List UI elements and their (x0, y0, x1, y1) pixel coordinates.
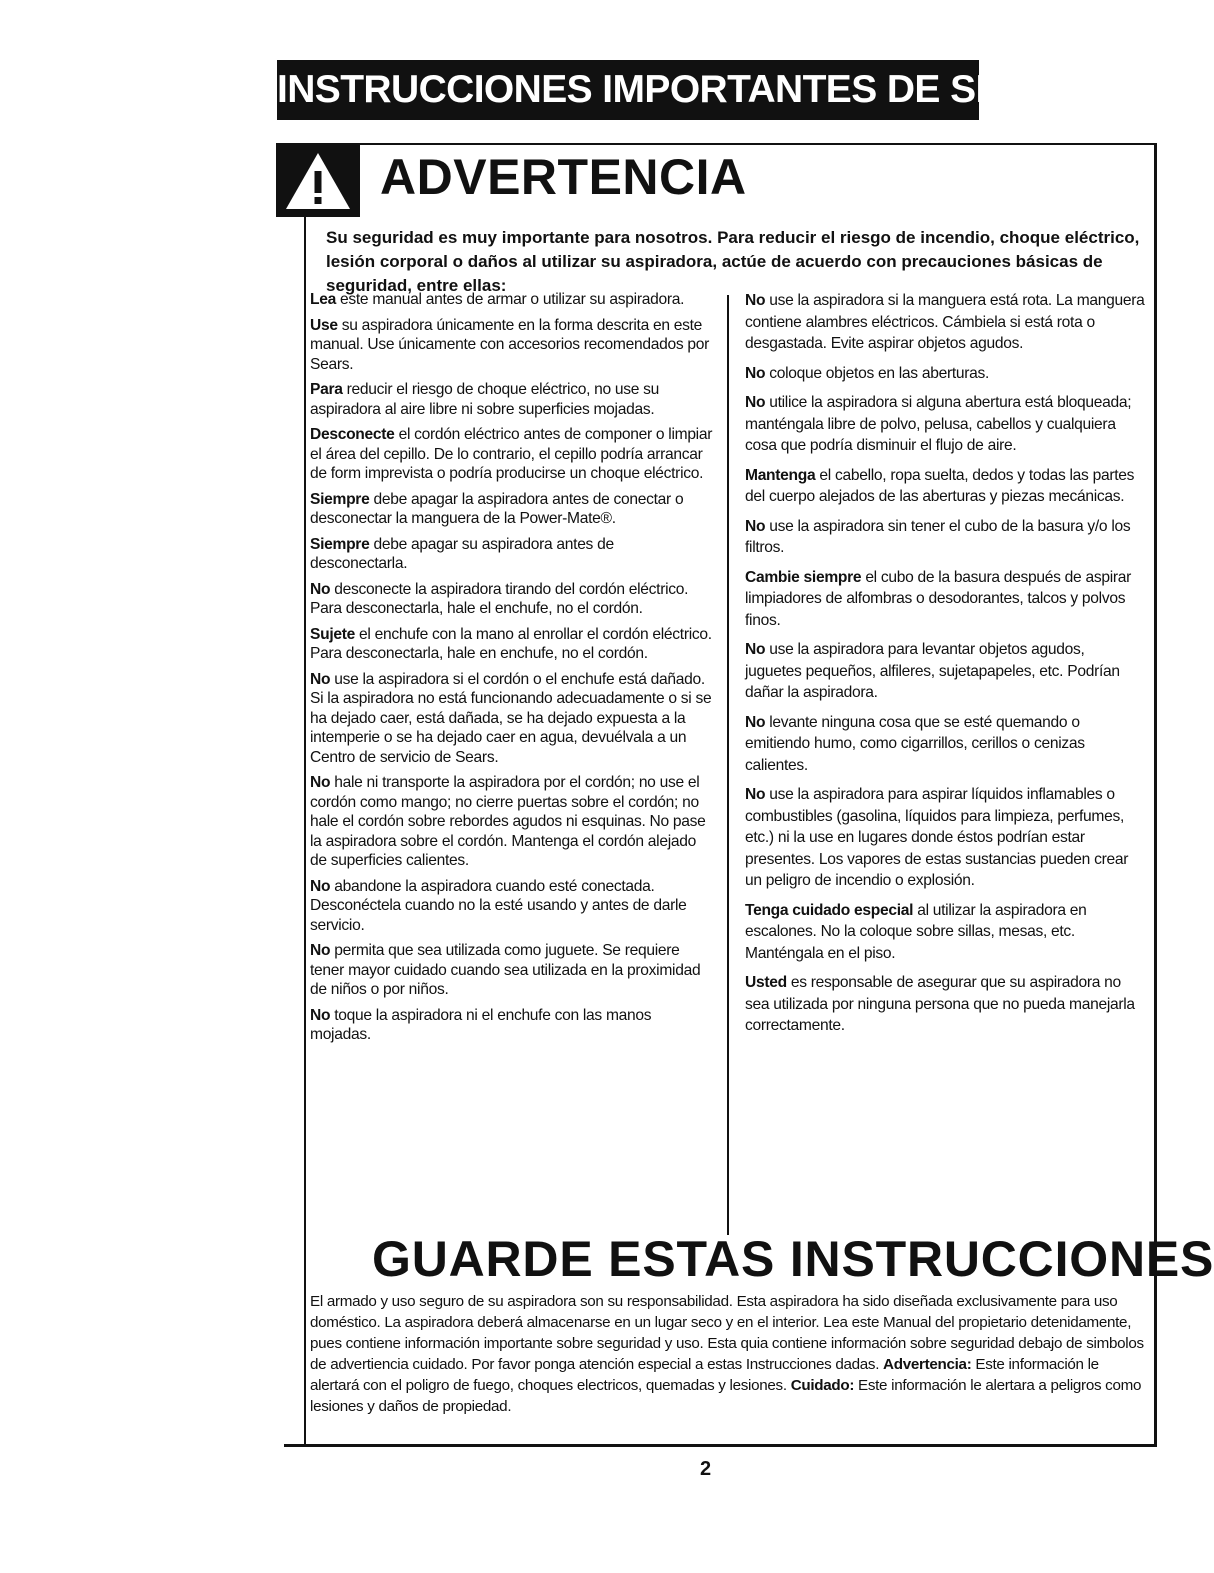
column-divider (727, 295, 729, 1235)
instruction-lead: Mantenga (745, 466, 816, 484)
safety-instruction (310, 580, 715, 619)
footer-label-cuidado: Cuidado: (790, 1377, 855, 1394)
safety-instruction (745, 567, 1145, 632)
safety-instruction (310, 316, 715, 375)
instruction-lead: Para (310, 381, 343, 398)
safety-instruction (310, 535, 715, 574)
safety-instruction (310, 425, 715, 484)
safety-instruction (310, 490, 715, 529)
instruction-lead: No (310, 670, 331, 688)
safety-instruction (745, 363, 1145, 385)
instruction-lead: Desconecte (310, 426, 395, 443)
safety-instruction (745, 972, 1145, 1037)
safety-instruction (745, 784, 1145, 892)
instruction-text: use la aspiradora para levantar objetos agudos, juguetes pequeños, alfileres, sujetapapeles, etc. Podrían dañar la aspiradora. (745, 641, 1120, 701)
instruction-text: es responsable de asegurar que su aspiradora no sea utilizada por ninguna persona que no pueda manejarla correctamente. (745, 974, 1135, 1034)
safety-instruction (745, 639, 1145, 704)
instruction-text: el cabello, ropa suelta, dedos y todas las partes del cuerpo alejados de las aberturas y piezas mecánicas. (745, 466, 1135, 505)
instruction-text: desconecte la aspiradora tirando del cordón eléctrico. Para desconectarla, hale el enchufe, no el cordón. (310, 580, 689, 617)
instruction-lead: Usted (745, 974, 787, 991)
safety-instruction (310, 773, 715, 871)
instruction-text: su aspiradora únicamente en la forma descrita en este manual. Use únicamente con accesorios recomendados por Sears. (310, 316, 709, 373)
instruction-lead: Use (310, 316, 338, 334)
footer-body-3: Este información le alertara a peligros como lesiones y daños de propiedad. (310, 1377, 1142, 1415)
instruction-lead: No (745, 713, 766, 731)
instruction-lead: Cambie siempre (745, 568, 862, 586)
instruction-lead: Sujete (310, 625, 355, 643)
left-column (310, 290, 715, 1051)
instruction-lead: No (310, 942, 331, 959)
instruction-text: abandone la aspiradora cuando esté conectada. Desconéctela cuando no la esté usando y antes de darle servicio. (310, 877, 687, 934)
instruction-lead: No (745, 517, 766, 535)
instruction-text: utilice la aspiradora si alguna abertura está bloqueada; manténgala libre de polvo, pelusa, cabellos y cualquiera cosa que podría disminuir el flujo de aire. (745, 394, 1132, 454)
safety-instruction (745, 465, 1145, 508)
instruction-lead: No (745, 786, 766, 803)
instruction-text: coloque objetos en las aberturas. (765, 364, 990, 382)
safety-instruction (310, 877, 715, 936)
warning-intro: Su seguridad es muy importante para nosotros. Para reducir el riesgo de incendio, choque eléctrico, lesión corporal o daños al utilizar su aspiradora, actúe de acuerdo con precauciones básicas de seguridad, entre ellas: (326, 228, 1140, 295)
footer-body-1: El armado y uso seguro de su aspiradora son su responsabilidad. Esta aspiradora ha sido diseñada exclusivamente para uso doméstico. La aspiradora deberá almacenarse en un lugar seco y en el interior. Lea este Manual del propietario detenidamente, pues contiene información importante sobre seguridad y uso. Esta quia contiene información sobre seguridad debajo de simbolos de advertiencia cuidado. Por favor ponga atención especial a estas Instrucciones dadas. (310, 1293, 1144, 1373)
instruction-text: permita que sea utilizada como juguete. Se requiere tener mayor cuidado cuando sea utilizada en la proximidad de niños o por niños. (310, 942, 701, 998)
instruction-text: este manual antes de armar o utilizar su aspiradora. (335, 291, 685, 308)
safety-instruction (745, 900, 1145, 965)
instruction-text: el enchufe con la mano al enrollar el cordón eléctrico. Para desconectarla, hale en enchufe, no el cordón. (310, 625, 712, 662)
save-instructions-heading: GUARDE ESTAS INSTRUCCIONES (372, 1231, 1214, 1287)
safety-instruction (310, 290, 715, 310)
footer-label-advertencia: Advertencia: (883, 1356, 972, 1373)
instruction-lead: No (745, 292, 766, 309)
instruction-lead: Siempre (310, 490, 370, 508)
instruction-lead: Tenga cuidado especial (745, 901, 914, 919)
instruction-text: use la aspiradora si el cordón o el enchufe está dañado. Si la aspiradora no está funcionando adecuadamente o si se ha dejado caer, está dañada, se ha dejado expuesta a la intemperie o se ha dejado caer en agua, devuélvala a un Centro de servicio de Sears. (310, 670, 712, 766)
safety-banner: INSTRUCCIONES IMPORTANTES DE SEGURIDAD (277, 60, 979, 120)
safety-instruction (310, 941, 715, 1000)
instruction-text: levante ninguna cosa que se esté quemando o emitiendo humo, como cigarrillos, cerillos o cenizas calientes. (745, 713, 1085, 774)
instruction-text: el cordón eléctrico antes de componer o limpiar el área del cepillo. De lo contrario, el cepillo podría arrancar de form imprevista o podría producirse un choque eléctrico. (310, 426, 713, 482)
instruction-lead: Siempre (310, 535, 370, 553)
instruction-lead: No (745, 641, 766, 658)
instruction-text: toque la aspiradora ni el enchufe con las manos mojadas. (310, 1006, 652, 1043)
page-number: 2 (700, 1458, 712, 1480)
frame-left-rule (304, 217, 306, 1447)
instruction-lead: No (310, 1006, 331, 1024)
safety-instruction (310, 670, 715, 768)
safety-instruction (310, 625, 715, 664)
instruction-text: reducir el riesgo de choque eléctrico, no use su aspiradora al aire libre ni sobre superficies mojadas. (310, 381, 660, 418)
right-column (745, 290, 1145, 1045)
instruction-lead: No (745, 394, 766, 411)
warning-title: ADVERTENCIA (380, 149, 747, 205)
instruction-lead: No (310, 774, 331, 791)
safety-instruction (310, 380, 715, 419)
instruction-text: el cubo de la basura después de aspirar limpiadores de alfombras o desodorantes, talcos y polvos finos. (745, 568, 1132, 629)
instruction-text: use la aspiradora si la manguera está rota. La manguera contiene alambres eléctricos. Cámbiela si está rota o desgastada. Evite aspirar objetos agudos. (745, 292, 1145, 352)
instruction-text: al utilizar la aspiradora en escalones. No la coloque sobre sillas, mesas, etc. Manténgala en el piso. (745, 901, 1087, 962)
instruction-lead: No (310, 580, 331, 598)
safety-instruction (745, 290, 1145, 355)
footer-body-2: Este información le alertará con el poligro de fuego, choques electricos, quemadas y lesiones. (310, 1356, 1099, 1394)
instruction-lead: No (310, 877, 331, 895)
instruction-text: debe apagar la aspiradora antes de conectar o desconectar la manguera de la Power-Mate®. (310, 490, 684, 527)
safety-instruction (745, 392, 1145, 457)
instruction-text: debe apagar su aspiradora antes de desconectarla. (310, 535, 614, 572)
instruction-text: use la aspiradora para aspirar líquidos inflamables o combustibles (gasolina, líquidos para limpieza, perfumes, etc.) ni la use en lugares donde éstos podrían estar presentes. Los vapores de estas sustancias pueden crear un peligro de incendio o explosión. (745, 786, 1129, 889)
instruction-text: use la aspiradora sin tener el cubo de la basura y/o los filtros. (745, 517, 1131, 556)
safety-instruction (745, 712, 1145, 777)
instruction-text: hale ni transporte la aspiradora por el cordón; no use el cordón como mango; no cierre puertas sobre el cordón; no hale el cordón sobre rebordes agudos ni esquinas. No pase la aspiradora sobre el cordón. Mantenga el cordón alejado de superficies calientes. (310, 774, 706, 869)
safety-instruction (310, 1006, 715, 1045)
instruction-lead: No (745, 364, 766, 382)
safety-instruction (745, 516, 1145, 559)
footer-paragraph (310, 1291, 1150, 1417)
instruction-lead: Lea (310, 291, 336, 308)
warning-triangle-icon (276, 143, 360, 217)
